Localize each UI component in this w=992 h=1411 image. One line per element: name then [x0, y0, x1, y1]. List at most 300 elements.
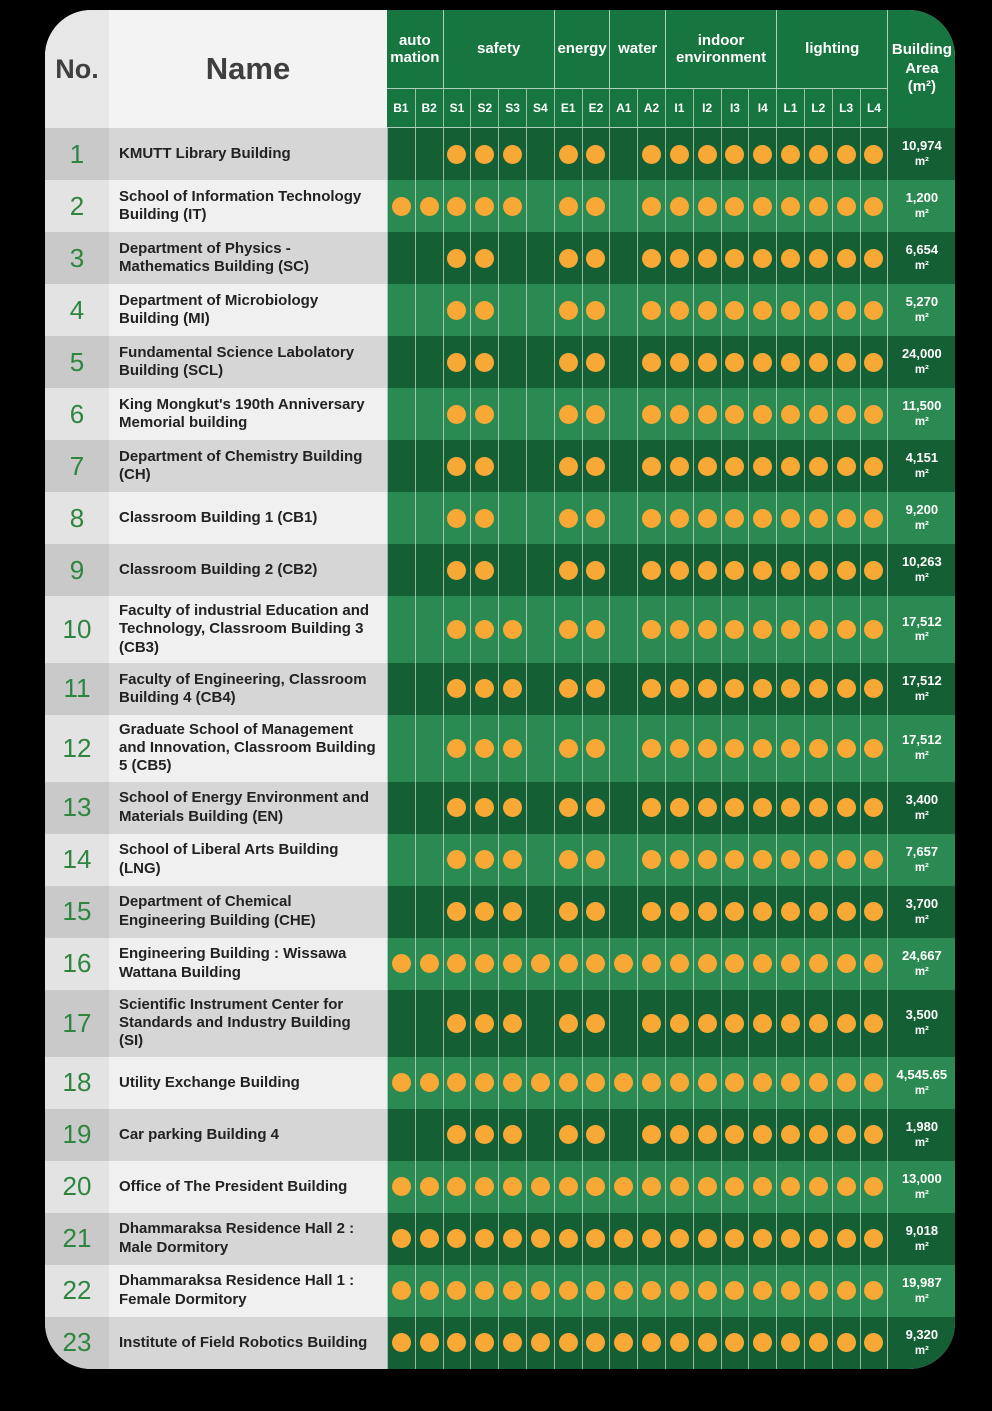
feature-cell-L3	[832, 1317, 860, 1369]
building-area-unit: m²	[914, 363, 929, 376]
feature-cell-I3	[721, 1161, 749, 1213]
feature-cell-L4	[860, 1317, 888, 1369]
feature-cell-L2	[804, 492, 832, 544]
feature-cell-E1	[554, 1057, 582, 1109]
feature-dot-A2	[642, 405, 661, 424]
feature-dot-I1	[670, 679, 689, 698]
building-area-cell	[887, 544, 955, 596]
building-name: Dhammaraksa Residence Hall 2 : Male Dormitory	[109, 1213, 387, 1265]
table-row	[45, 492, 955, 544]
feature-cell-I2	[693, 1161, 721, 1213]
feature-dot-I1	[670, 1073, 689, 1092]
feature-cell-S3	[498, 1317, 526, 1369]
feature-cell-L3	[832, 834, 860, 886]
feature-cell-I2	[693, 128, 721, 180]
feature-cell-B2	[415, 128, 443, 180]
feature-cell-I1	[665, 1057, 693, 1109]
feature-cell-I1	[665, 284, 693, 336]
feature-dot-A2	[642, 1333, 661, 1352]
row-number: 8	[45, 492, 109, 544]
feature-cell-I1	[665, 663, 693, 715]
feature-dot-I1	[670, 145, 689, 164]
building-area-unit: m²	[914, 809, 929, 822]
feature-cell-S2	[470, 663, 498, 715]
feature-dot-S4	[531, 1333, 550, 1352]
feature-cell-B1	[387, 180, 415, 232]
feature-dot-I4	[753, 145, 772, 164]
feature-dot-S3	[503, 679, 522, 698]
feature-dot-E1	[559, 561, 578, 580]
feature-cell-S1	[443, 1213, 471, 1265]
feature-dot-A2	[642, 798, 661, 817]
feature-cell-L4	[860, 180, 888, 232]
feature-dot-A2	[642, 1229, 661, 1248]
feature-cell-I2	[693, 232, 721, 284]
feature-cell-A2	[637, 128, 665, 180]
feature-cell-A1	[609, 715, 637, 782]
feature-cell-I2	[693, 938, 721, 990]
feature-cell-I4	[748, 596, 776, 663]
sub-column-A1: A1	[609, 89, 637, 127]
feature-cell-E2	[582, 440, 610, 492]
building-area-value: 10,263	[901, 554, 942, 570]
building-area-cell	[887, 1213, 955, 1265]
feature-dot-I2	[698, 509, 717, 528]
feature-cell-E1	[554, 1317, 582, 1369]
feature-cell-S4	[526, 388, 554, 440]
feature-cell-S3	[498, 388, 526, 440]
feature-cell-S1	[443, 1317, 471, 1369]
feature-cell-E2	[582, 128, 610, 180]
feature-dot-S2	[475, 509, 494, 528]
feature-cell-I1	[665, 782, 693, 834]
feature-cell-A2	[637, 284, 665, 336]
feature-dot-I3	[725, 1333, 744, 1352]
feature-dot-L3	[837, 301, 856, 320]
column-group-safety: safety	[443, 10, 554, 88]
feature-dot-I3	[725, 739, 744, 758]
sub-column-E2: E2	[582, 89, 610, 127]
feature-dot-I3	[725, 679, 744, 698]
feature-dot-L4	[864, 1014, 883, 1033]
feature-dot-L2	[809, 620, 828, 639]
feature-cell-L3	[832, 938, 860, 990]
feature-cell-I2	[693, 492, 721, 544]
sub-column-L1: L1	[776, 89, 804, 127]
feature-dot-S3	[503, 1177, 522, 1196]
feature-cell-S3	[498, 1109, 526, 1161]
feature-cell-L4	[860, 1265, 888, 1317]
feature-cell-A2	[637, 1317, 665, 1369]
feature-cell-E1	[554, 128, 582, 180]
feature-dot-I3	[725, 509, 744, 528]
feature-dot-L1	[781, 1014, 800, 1033]
feature-cell-E1	[554, 1265, 582, 1317]
feature-cell-S2	[470, 128, 498, 180]
feature-dot-A2	[642, 1281, 661, 1300]
feature-cell-S3	[498, 180, 526, 232]
feature-cell-L2	[804, 1161, 832, 1213]
feature-cell-I3	[721, 596, 749, 663]
feature-cell-L1	[776, 128, 804, 180]
feature-cell-L1	[776, 492, 804, 544]
feature-cell-B2	[415, 1057, 443, 1109]
table-row	[45, 1265, 955, 1317]
building-name: Classroom Building 2 (CB2)	[109, 544, 387, 596]
feature-cell-L2	[804, 336, 832, 388]
feature-cell-S2	[470, 1265, 498, 1317]
feature-dot-L3	[837, 1177, 856, 1196]
feature-cell-S1	[443, 284, 471, 336]
feature-dot-I1	[670, 457, 689, 476]
feature-cell-L4	[860, 284, 888, 336]
feature-dot-L2	[809, 145, 828, 164]
feature-cell-I4	[748, 128, 776, 180]
feature-cell-I1	[665, 1213, 693, 1265]
table-row	[45, 663, 955, 715]
feature-dot-B1	[392, 1281, 411, 1300]
feature-dot-B1	[392, 954, 411, 973]
feature-dot-I4	[753, 1014, 772, 1033]
feature-cell-A1	[609, 128, 637, 180]
building-area-unit: m²	[914, 1240, 929, 1253]
feature-dot-E2	[586, 1229, 605, 1248]
feature-dot-A1	[614, 1177, 633, 1196]
feature-dot-E2	[586, 145, 605, 164]
sub-column-L2: L2	[804, 89, 832, 127]
building-area-cell	[887, 1161, 955, 1213]
building-area-cell	[887, 834, 955, 886]
feature-cell-E2	[582, 938, 610, 990]
feature-cell-S3	[498, 232, 526, 284]
feature-cell-S3	[498, 715, 526, 782]
building-area-value: 3,400	[905, 791, 939, 807]
feature-dot-I4	[753, 850, 772, 869]
feature-cell-L3	[832, 1109, 860, 1161]
feature-cell-S4	[526, 782, 554, 834]
building-area-value: 17,512	[901, 613, 942, 629]
feature-cell-L2	[804, 990, 832, 1057]
feature-cell-A2	[637, 938, 665, 990]
feature-dot-S2	[475, 405, 494, 424]
feature-cell-I3	[721, 1213, 749, 1265]
feature-cell-I1	[665, 1265, 693, 1317]
feature-cell-L1	[776, 1265, 804, 1317]
feature-dot-E1	[559, 954, 578, 973]
feature-dot-L3	[837, 1333, 856, 1352]
feature-dot-L4	[864, 249, 883, 268]
feature-cell-S1	[443, 596, 471, 663]
feature-dot-I4	[753, 739, 772, 758]
feature-cell-B2	[415, 990, 443, 1057]
feature-dot-L2	[809, 301, 828, 320]
building-area-cell	[887, 782, 955, 834]
feature-cell-I2	[693, 1057, 721, 1109]
table-row	[45, 1317, 955, 1369]
feature-dot-A2	[642, 301, 661, 320]
feature-dot-L3	[837, 197, 856, 216]
building-name: Classroom Building 1 (CB1)	[109, 492, 387, 544]
feature-dot-L2	[809, 353, 828, 372]
feature-cell-B2	[415, 336, 443, 388]
feature-dot-L2	[809, 902, 828, 921]
feature-dot-I1	[670, 902, 689, 921]
feature-dot-S1	[447, 249, 466, 268]
feature-cell-L3	[832, 284, 860, 336]
feature-dot-A2	[642, 739, 661, 758]
building-area-unit: m²	[914, 690, 929, 703]
feature-dot-A2	[642, 561, 661, 580]
table-row	[45, 128, 955, 180]
building-area-cell	[887, 440, 955, 492]
building-area-value: 13,000	[901, 1170, 942, 1186]
feature-cell-I4	[748, 544, 776, 596]
feature-cell-I2	[693, 284, 721, 336]
feature-cell-S2	[470, 1317, 498, 1369]
feature-dot-S4	[531, 1177, 550, 1196]
sub-column-S1: S1	[443, 89, 471, 127]
feature-dot-L2	[809, 798, 828, 817]
feature-cell-S4	[526, 284, 554, 336]
feature-dot-I1	[670, 1333, 689, 1352]
table-row	[45, 180, 955, 232]
feature-cell-B1	[387, 834, 415, 886]
feature-dot-L3	[837, 1073, 856, 1092]
feature-cell-S1	[443, 492, 471, 544]
feature-dot-L4	[864, 1177, 883, 1196]
feature-dot-I1	[670, 561, 689, 580]
building-area-unit: m²	[914, 1292, 929, 1305]
feature-cell-I4	[748, 1317, 776, 1369]
feature-cell-S4	[526, 440, 554, 492]
feature-dot-A2	[642, 679, 661, 698]
building-area-cell	[887, 938, 955, 990]
feature-dot-S1	[447, 509, 466, 528]
feature-cell-I4	[748, 1109, 776, 1161]
feature-dot-L4	[864, 1229, 883, 1248]
feature-dot-E1	[559, 1281, 578, 1300]
column-group-lighting: lighting	[776, 10, 887, 88]
feature-cell-L4	[860, 128, 888, 180]
feature-dot-L1	[781, 1281, 800, 1300]
feature-cell-L4	[860, 232, 888, 284]
feature-cell-L3	[832, 388, 860, 440]
feature-dot-I3	[725, 353, 744, 372]
feature-dot-S2	[475, 353, 494, 372]
feature-dot-I3	[725, 1073, 744, 1092]
feature-cell-B1	[387, 715, 415, 782]
feature-cell-A1	[609, 492, 637, 544]
building-name: Institute of Field Robotics Building	[109, 1317, 387, 1369]
feature-dot-S1	[447, 798, 466, 817]
feature-dot-A1	[614, 1333, 633, 1352]
feature-dot-S2	[475, 954, 494, 973]
feature-dot-S1	[447, 301, 466, 320]
feature-dot-L2	[809, 1014, 828, 1033]
feature-cell-L1	[776, 1213, 804, 1265]
feature-dot-E2	[586, 1125, 605, 1144]
feature-cell-I2	[693, 336, 721, 388]
feature-cell-B1	[387, 1317, 415, 1369]
feature-dot-L2	[809, 1333, 828, 1352]
feature-dot-A2	[642, 850, 661, 869]
feature-dot-I3	[725, 1177, 744, 1196]
feature-cell-L4	[860, 1161, 888, 1213]
feature-cell-A2	[637, 180, 665, 232]
building-area-cell	[887, 1109, 955, 1161]
feature-dot-E2	[586, 902, 605, 921]
feature-dot-S1	[447, 197, 466, 216]
feature-dot-L3	[837, 457, 856, 476]
feature-dot-S3	[503, 798, 522, 817]
feature-cell-S3	[498, 938, 526, 990]
feature-dot-S1	[447, 353, 466, 372]
feature-cell-L2	[804, 232, 832, 284]
building-area-unit: m²	[914, 631, 929, 644]
feature-dot-I1	[670, 249, 689, 268]
feature-cell-I3	[721, 440, 749, 492]
feature-dot-I4	[753, 405, 772, 424]
row-number: 1	[45, 128, 109, 180]
feature-cell-I4	[748, 938, 776, 990]
feature-dot-I2	[698, 1014, 717, 1033]
feature-dot-A2	[642, 902, 661, 921]
feature-dot-L3	[837, 1125, 856, 1144]
feature-dot-L3	[837, 353, 856, 372]
feature-cell-B1	[387, 938, 415, 990]
feature-cell-S2	[470, 232, 498, 284]
building-area-unit: m²	[914, 259, 929, 272]
feature-dot-B2	[420, 1229, 439, 1248]
feature-cell-E2	[582, 886, 610, 938]
feature-dot-E2	[586, 620, 605, 639]
feature-cell-L1	[776, 990, 804, 1057]
feature-dot-B2	[420, 1177, 439, 1196]
feature-dot-I4	[753, 457, 772, 476]
feature-cell-S2	[470, 715, 498, 782]
feature-dot-I3	[725, 1125, 744, 1144]
feature-cell-S1	[443, 232, 471, 284]
feature-dot-E2	[586, 457, 605, 476]
feature-cell-I4	[748, 440, 776, 492]
feature-dot-L3	[837, 405, 856, 424]
feature-cell-L4	[860, 336, 888, 388]
sub-column-I3: I3	[721, 89, 749, 127]
column-group-water: water	[609, 10, 665, 88]
table-row	[45, 938, 955, 990]
feature-cell-B1	[387, 1161, 415, 1213]
table-row	[45, 336, 955, 388]
feature-dot-I3	[725, 954, 744, 973]
building-name: Car parking Building 4	[109, 1109, 387, 1161]
feature-cell-I1	[665, 388, 693, 440]
feature-cell-I4	[748, 834, 776, 886]
building-area-unit: m²	[914, 1084, 929, 1097]
feature-cell-S1	[443, 938, 471, 990]
feature-cell-B2	[415, 938, 443, 990]
feature-dot-I2	[698, 145, 717, 164]
feature-dot-L1	[781, 850, 800, 869]
feature-dot-S2	[475, 1177, 494, 1196]
building-name: Faculty of industrial Education and Technology, Classroom Building 3 (CB3)	[109, 596, 387, 663]
feature-dot-L2	[809, 679, 828, 698]
feature-dot-L1	[781, 1333, 800, 1352]
sub-column-E1: E1	[554, 89, 582, 127]
feature-dot-L4	[864, 739, 883, 758]
feature-dot-E2	[586, 1333, 605, 1352]
feature-dot-L4	[864, 457, 883, 476]
sub-column-S2: S2	[470, 89, 498, 127]
feature-cell-S4	[526, 886, 554, 938]
feature-dot-S2	[475, 1229, 494, 1248]
feature-cell-B1	[387, 886, 415, 938]
feature-cell-S3	[498, 492, 526, 544]
feature-cell-E1	[554, 938, 582, 990]
feature-dot-I2	[698, 1125, 717, 1144]
feature-cell-L4	[860, 834, 888, 886]
feature-cell-S2	[470, 990, 498, 1057]
feature-dot-I1	[670, 1014, 689, 1033]
feature-dot-E1	[559, 197, 578, 216]
feature-dot-L4	[864, 145, 883, 164]
feature-cell-S1	[443, 388, 471, 440]
row-number: 20	[45, 1161, 109, 1213]
feature-dot-B1	[392, 1177, 411, 1196]
table-row	[45, 1057, 955, 1109]
feature-dot-I2	[698, 1333, 717, 1352]
feature-cell-L4	[860, 663, 888, 715]
row-number: 13	[45, 782, 109, 834]
feature-dot-L2	[809, 197, 828, 216]
building-name: Dhammaraksa Residence Hall 1 : Female Dormitory	[109, 1265, 387, 1317]
feature-cell-I2	[693, 663, 721, 715]
feature-cell-I3	[721, 232, 749, 284]
feature-dot-L1	[781, 1229, 800, 1248]
building-area-unit: m²	[914, 519, 929, 532]
feature-cell-A2	[637, 596, 665, 663]
feature-cell-L2	[804, 782, 832, 834]
feature-dot-S1	[447, 1229, 466, 1248]
feature-cell-I1	[665, 990, 693, 1057]
feature-dot-E1	[559, 798, 578, 817]
feature-cell-I2	[693, 886, 721, 938]
building-area-unit: m²	[914, 467, 929, 480]
feature-dot-I1	[670, 1229, 689, 1248]
feature-cell-I2	[693, 1109, 721, 1161]
feature-cell-E1	[554, 492, 582, 544]
feature-cell-I4	[748, 1161, 776, 1213]
table-row	[45, 284, 955, 336]
feature-cell-E1	[554, 336, 582, 388]
feature-dot-I3	[725, 561, 744, 580]
feature-dot-I1	[670, 509, 689, 528]
feature-cell-L1	[776, 232, 804, 284]
feature-dot-L2	[809, 1281, 828, 1300]
building-area-value: 24,667	[901, 947, 942, 963]
feature-dot-I1	[670, 620, 689, 639]
row-number: 5	[45, 336, 109, 388]
sub-column-B2: B2	[415, 89, 443, 127]
feature-cell-S4	[526, 492, 554, 544]
feature-cell-B2	[415, 180, 443, 232]
sub-column-B1: B1	[393, 101, 409, 115]
feature-cell-E1	[554, 180, 582, 232]
feature-cell-S3	[498, 1057, 526, 1109]
feature-cell-A1	[609, 834, 637, 886]
feature-cell-B1	[387, 663, 415, 715]
building-name: KMUTT Library Building	[109, 128, 387, 180]
feature-cell-E1	[554, 834, 582, 886]
